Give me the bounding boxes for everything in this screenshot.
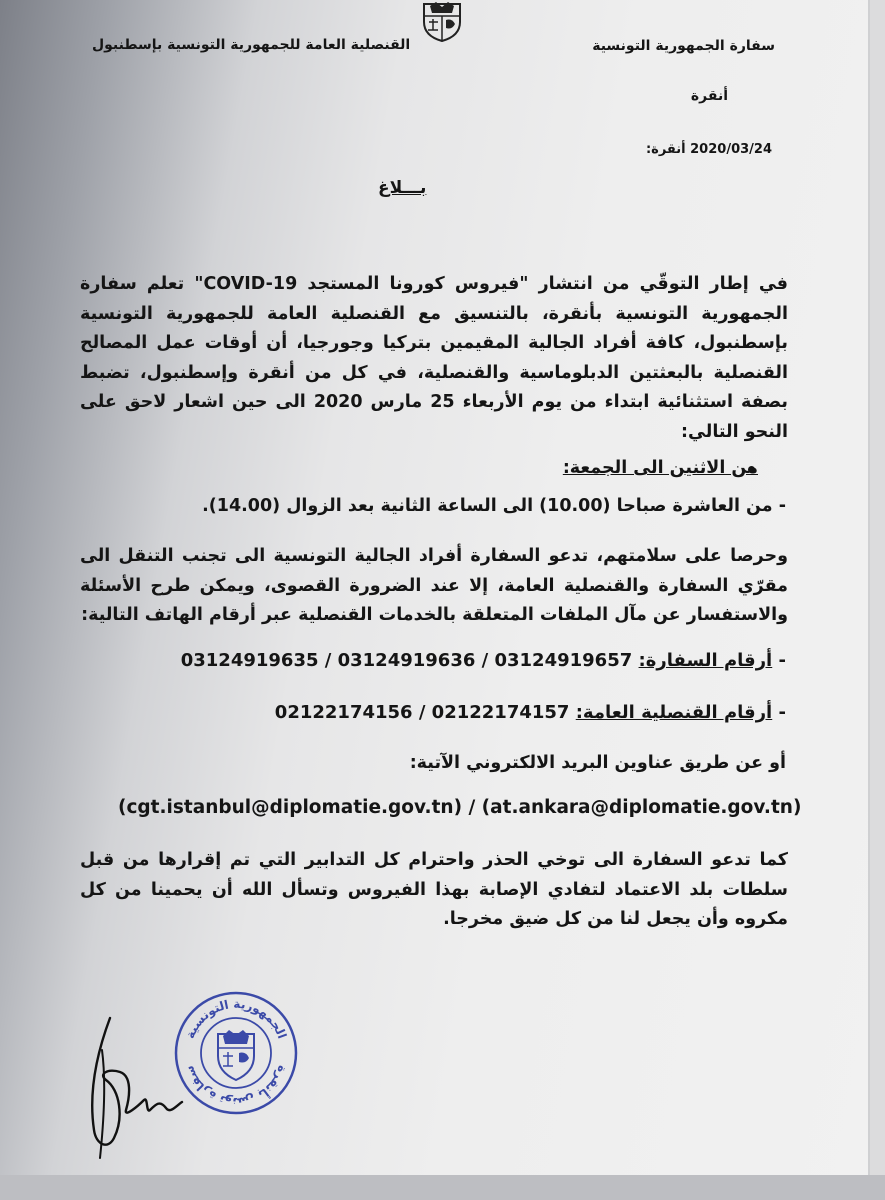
consulate-name: القنصلية العامة للجمهورية التونسية بإسطنبول	[92, 37, 411, 53]
consulate-phone-numbers: 02122174156 / 02122174157	[274, 702, 570, 723]
closing-paragraph: كما تدعو السفارة الى توخي الحذر واحترام كل التدابير التي تم إقرارها من قبل سلطات بلد الاعتماد لتفادي الإصابة بهذا الفيروس وتسأل الله أن يحمينا من كل مكروه وأن يجعل لنا من كل ضيق مخرجا.	[80, 850, 788, 929]
working-days-text: من الاثنين الى الجمعة:	[562, 458, 758, 478]
email-addresses: (cgt.istanbul@diplomatie.gov.tn) / (at.ankara@diplomatie.gov.tn)	[118, 797, 802, 818]
embassy-city: أنقرة	[690, 88, 728, 104]
official-stamp-icon	[173, 990, 299, 1116]
intro-paragraph: في إطار التوقّي من انتشار "فيروس كورونا المستجد COVID-19" تعلم سفارة الجمهورية التونسية بأنقرة، بالتنسيق مع القنصلية العامة للجمهورية التونسية بإسطنبول، كافة أفراد الجالية المقيمين بتركيا وجورجيا، أن أوقات عمل المصالح القنصلية بالبعثتين الدبلوماسية والقنصلية، في كل من أنقرة وإسطنبول، تضبط بصفة استثنائية ابتداء من يوم الأربعاء 25 مارس 2020 الى حين اشعار لاحق على النحو التالي:	[80, 274, 788, 442]
embassy-name: سفارة الجمهورية التونسية	[592, 38, 775, 54]
seal-bottom-text: سفارة تونس بأنقرة	[182, 1063, 290, 1110]
tunisia-coat-of-arms-icon	[416, 0, 468, 42]
seal-top-text: الجمهورية التونسية	[182, 996, 290, 1041]
date-label: أنقرة:	[645, 142, 686, 157]
handwritten-signature-icon	[80, 1010, 190, 1160]
page-edge-shadow	[0, 1175, 885, 1200]
document-title: بـــلاغ	[378, 178, 427, 198]
consulate-phones-line: 02122174156 / 02122174157 أرقام القنصلية العامة: -	[274, 702, 786, 723]
embassy-phones-label: أرقام السفارة:	[638, 650, 773, 671]
embassy-phones-line: 03124919635 / 03124919636 / 03124919657 أرقام السفارة: -	[180, 650, 786, 671]
letter-date	[646, 142, 772, 157]
date-value: 2020/03/24	[690, 142, 772, 157]
consulate-phones-label: أرقام القنصلية العامة:	[575, 702, 773, 723]
working-days	[563, 454, 758, 484]
embassy-phone-numbers: 03124919635 / 03124919636 / 03124919657	[180, 650, 633, 671]
email-intro: أو عن طريق عناوين البريد الالكتروني الآتية:	[409, 753, 786, 773]
advice-paragraph: وحرصا على سلامتهم، تدعو السفارة أفراد الجالية التونسية الى تجنب التنقل الى مقرّي السفارة والقنصلية العامة، إلا عند الضرورة القصوى، ويمكن طرح الأسئلة والاستفسار عن مآل الملفات المتعلقة بالخدمات القنصلية عبر أرقام الهاتف التالية:	[80, 546, 788, 625]
svg-text:سفارة تونس بأنقرة	[182, 1064, 290, 1110]
working-hours: - من العاشرة صباحا (10.00) الى الساعة الثانية بعد الزوال (14.00).	[202, 496, 786, 516]
